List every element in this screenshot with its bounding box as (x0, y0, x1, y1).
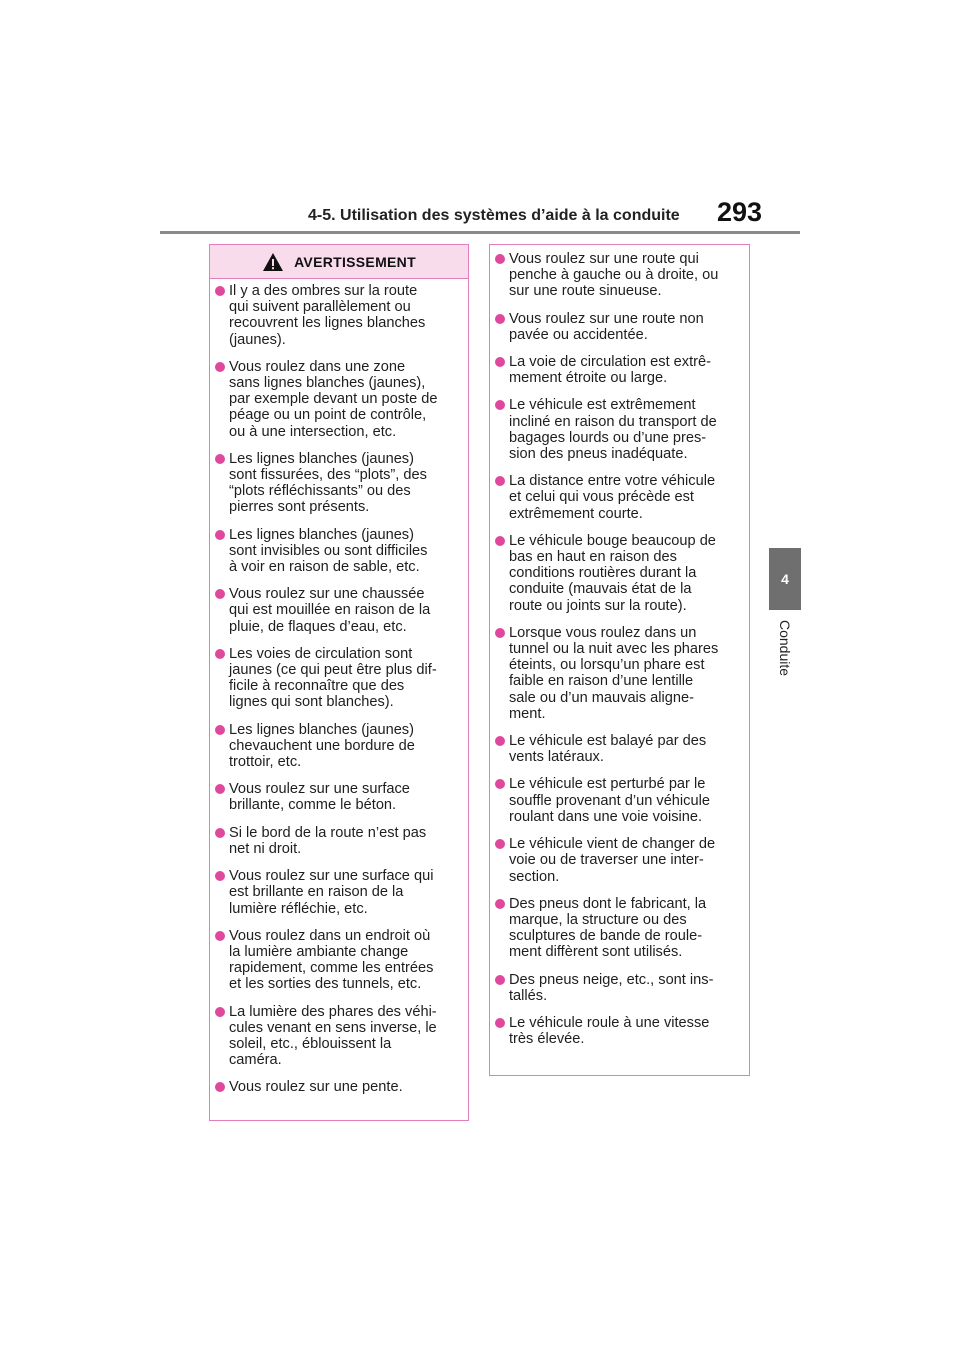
list-item-text: La voie de circulation est extrê- mement étroite ou large. (509, 354, 711, 387)
list-item (215, 283, 460, 348)
list-item-text: Il y a des ombres sur la route qui suivent parallèlement ou recouvrent les lignes blanches (jaunes). (229, 283, 426, 348)
list-item-text: Vous roulez sur une surface qui est brillante en raison de la lumière réfléchie, etc. (229, 868, 434, 917)
bullet-icon (215, 649, 225, 659)
list-item-text: Lorsque vous roulez dans un tunnel ou la nuit avec les phares éteints, ou lorsqu’un phare est faible en raison d’une lentille sale ou d’un mauvais aligne- ment. (509, 624, 719, 722)
list-item (495, 625, 741, 722)
bullet-icon (215, 362, 225, 372)
list-item (495, 972, 741, 1004)
list-item-text: Vous roulez sur une chaussée qui est mouillée en raison de la pluie, de flaques d’eau, etc. (229, 586, 431, 635)
list-item-text: Le véhicule vient de changer de voie ou de traverser une inter- section. (509, 836, 716, 885)
list-item (215, 1004, 460, 1069)
chapter-tab (769, 548, 801, 610)
bullet-icon (215, 530, 225, 540)
warning-list-left (210, 279, 468, 1096)
bullet-icon (215, 1082, 225, 1092)
list-item (215, 825, 460, 857)
list-item-text: Le véhicule bouge beaucoup de bas en haut en raison des conditions routières durant la conduite (mauvais état de la route ou joints sur la route). (509, 532, 716, 614)
list-item-text: Les voies de circulation sont jaunes (ce qui peut être plus dif- ficile à reconnaître que des lignes qui sont blanches). (229, 645, 437, 711)
list-item-text: Vous roulez sur une pente. (229, 1079, 403, 1096)
warning-list-right (490, 245, 749, 1047)
list-item-text: Des pneus neige, etc., sont ins- tallés. (509, 971, 714, 1004)
list-item-text: Vous roulez sur une route qui penche à gauche ou à droite, ou sur une route sinueuse. (509, 251, 719, 300)
bullet-icon (495, 357, 505, 367)
warning-title: AVERTISSEMENT (294, 253, 416, 270)
list-item (215, 586, 460, 635)
list-item (495, 533, 741, 614)
list-item (215, 868, 460, 917)
bullet-icon (495, 314, 505, 324)
bullet-icon (215, 725, 225, 735)
list-item (495, 1015, 741, 1047)
list-item (215, 1079, 460, 1095)
list-item-text: Le véhicule est perturbé par le souffle provenant d’un véhicule roulant dans une voie voisine. (509, 776, 710, 825)
bullet-icon (215, 784, 225, 794)
warning-box-left (209, 244, 469, 1121)
list-item (495, 733, 741, 765)
bullet-icon (495, 839, 505, 849)
list-item (215, 722, 460, 771)
list-item (215, 781, 460, 813)
list-item (215, 359, 460, 440)
bullet-icon (495, 628, 505, 638)
list-item (215, 527, 460, 576)
list-item-text: Les lignes blanches (jaunes) sont fissurées, des “plots”, des “plots réfléchissants” ou des pierres sont présents. (229, 450, 427, 516)
bullet-icon (215, 1007, 225, 1017)
bullet-icon (495, 975, 505, 985)
bullet-icon (495, 899, 505, 909)
list-item-text: Vous roulez dans une zone sans lignes blanches (jaunes), par exemple devant un poste de péage ou un point de contrôle, ou à une intersection, etc. (229, 358, 438, 440)
list-item-text: Le véhicule est extrêmement incliné en raison du transport de bagages lourds ou d’une pres- sion des pneus inadéquate. (509, 397, 717, 463)
list-item-text: Vous roulez sur une route non pavée ou accidentée. (509, 310, 704, 343)
list-item-text: Le véhicule roule à une vitesse très élevée. (509, 1014, 710, 1048)
bullet-icon (495, 476, 505, 486)
list-item-text: Si le bord de la route n’est pas net ni droit. (229, 824, 427, 857)
list-item (495, 354, 741, 386)
bullet-icon (215, 454, 225, 464)
bullet-icon (215, 828, 225, 838)
list-item (495, 776, 741, 825)
list-item-text: Le véhicule est balayé par des vents latéraux. (509, 733, 707, 766)
list-item (215, 646, 460, 711)
list-item (495, 836, 741, 885)
warning-box-right (489, 244, 750, 1076)
list-item (495, 251, 741, 300)
warning-triangle-icon (262, 252, 284, 272)
bullet-icon (495, 779, 505, 789)
bullet-icon (495, 1018, 505, 1028)
list-item-text: Vous roulez dans un endroit où la lumière ambiante change rapidement, comme les entrées et les sorties des tunnels, etc. (229, 927, 434, 993)
header-divider (160, 231, 800, 234)
bullet-icon (495, 736, 505, 746)
list-item (495, 473, 741, 522)
list-item-text: Les lignes blanches (jaunes) chevauchent une bordure de trottoir, etc. (229, 721, 415, 771)
chapter-label: Conduite (777, 620, 793, 677)
bullet-icon (215, 286, 225, 296)
list-item (215, 451, 460, 516)
chapter-number: 4 (781, 571, 789, 587)
list-item (495, 397, 741, 462)
bullet-icon (215, 871, 225, 881)
bullet-icon (215, 931, 225, 941)
list-item (495, 896, 741, 961)
bullet-icon (495, 400, 505, 410)
section-title: 4-5. Utilisation des systèmes d’aide à la conduite (308, 207, 680, 224)
warning-header (210, 245, 468, 279)
list-item-text: La distance entre votre véhicule et celui qui vous précède est extrêmement courte. (509, 473, 716, 522)
bullet-icon (495, 254, 505, 264)
bullet-icon (495, 536, 505, 546)
list-item-text: Des pneus dont le fabricant, la marque, la structure ou des sculptures de bande de roule- ment diffèrent sont utilisés. (509, 895, 707, 961)
list-item (215, 928, 460, 993)
list-item-text: Vous roulez sur une surface brillante, comme le béton. (229, 781, 410, 814)
list-item-text: Les lignes blanches (jaunes) sont invisibles ou sont difficiles à voir en raison de sable, etc. (229, 526, 428, 576)
list-item (495, 311, 741, 343)
page-number: 293 (717, 197, 763, 227)
list-item-text: La lumière des phares des véhi- cules venant en sens inverse, le soleil, etc., éblouissent la caméra. (229, 1003, 437, 1069)
bullet-icon (215, 589, 225, 599)
